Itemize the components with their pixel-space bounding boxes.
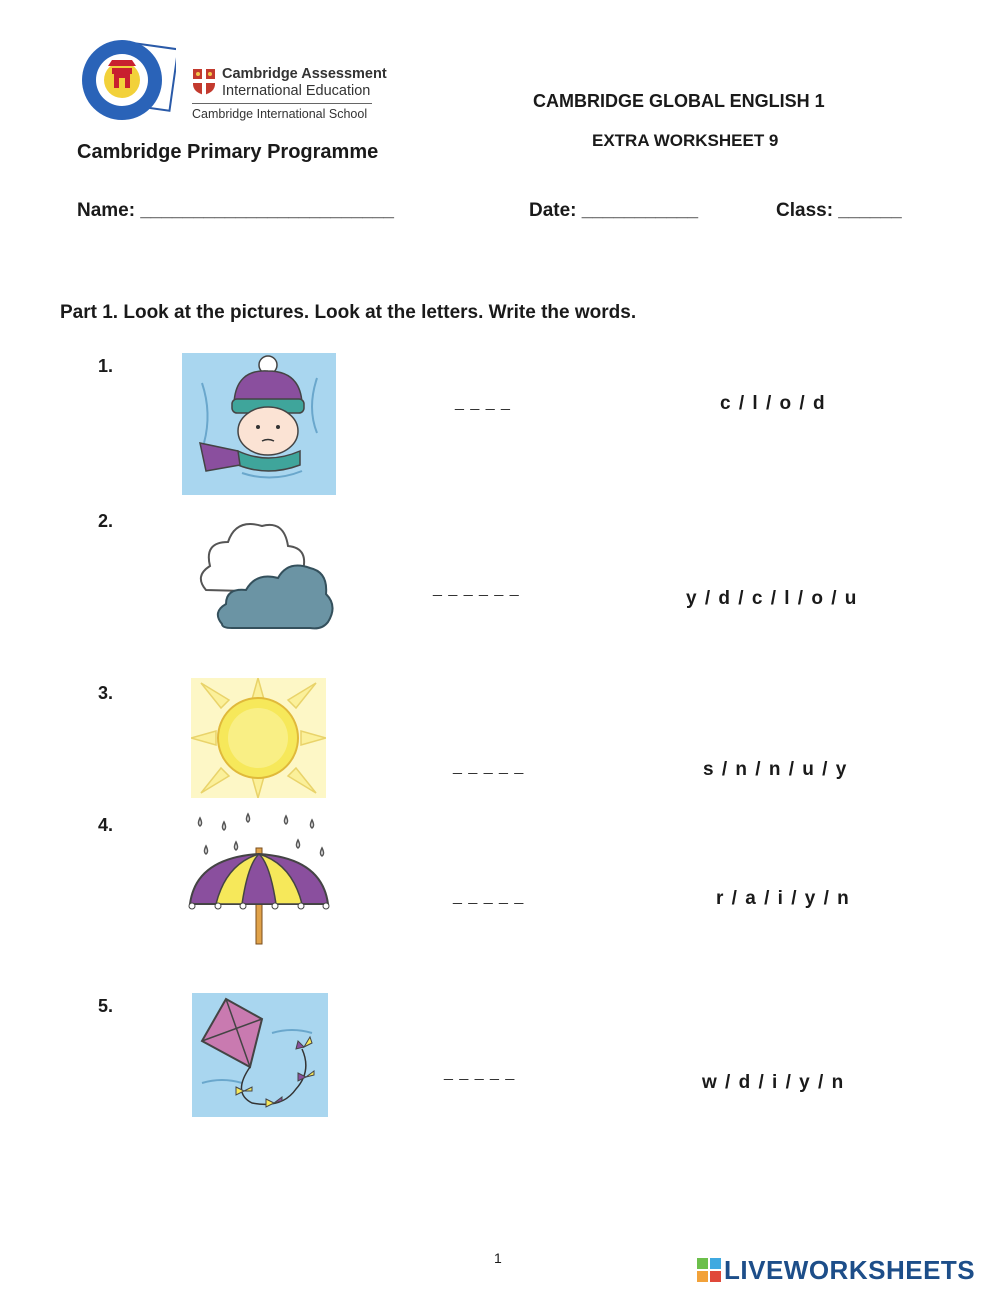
cambridge-logo [192,62,387,126]
logo-divider [192,103,372,104]
umbrella-rain-icon [186,808,334,946]
liveworksheets-brand: LIVEWORKSHEETS [724,1255,976,1285]
scrambled-letters: y / d / c / l / o / u [686,588,858,609]
sun-icon [191,678,326,798]
cambridge-line1: Cambridge Assessment [222,66,387,82]
scrambled-letters: s / n / n / u / y [703,759,848,780]
class-field[interactable]: Class: ______ [776,200,902,221]
programme-title: Cambridge Primary Programme [77,141,379,163]
scrambled-letters: c / l / o / d [720,393,827,414]
part1-instruction: Part 1. Look at the pictures. Look at the letters. Write the words. [60,302,637,323]
scrambled-letters: w / d / i / y / n [702,1072,845,1093]
school-seal-logo [80,38,176,124]
item-number: 2. [98,511,114,531]
date-field[interactable]: Date: ___________ [529,200,699,221]
cambridge-shield-icon [192,68,216,96]
worksheet-subtitle: EXTRA WORKSHEET 9 [592,131,779,150]
scrambled-letters: r / a / i / y / n [716,888,851,909]
kite-icon [192,993,328,1117]
item-number: 3. [98,683,114,703]
clouds-icon [192,512,338,634]
item-number: 4. [98,815,114,835]
liveworksheets-badge-icon [697,1258,721,1282]
answer-blank[interactable]: _ _ _ _ _ _ [433,580,520,597]
answer-blank[interactable]: _ _ _ _ _ [444,1064,516,1081]
cambridge-line2: International Education [222,83,371,99]
answer-blank[interactable]: _ _ _ _ _ [453,888,525,905]
cold-child-icon [182,353,336,495]
answer-blank[interactable]: _ _ _ _ _ [453,758,525,775]
cambridge-line3: Cambridge International School [192,107,368,121]
item-number: 1. [98,356,114,376]
item-number: 5. [98,996,114,1016]
worksheet-course-title: CAMBRIDGE GLOBAL ENGLISH 1 [533,91,825,111]
name-field[interactable]: Name: ________________________ [77,200,394,221]
answer-blank[interactable]: _ _ _ _ [455,394,511,411]
page-number: 1 [494,1250,502,1266]
